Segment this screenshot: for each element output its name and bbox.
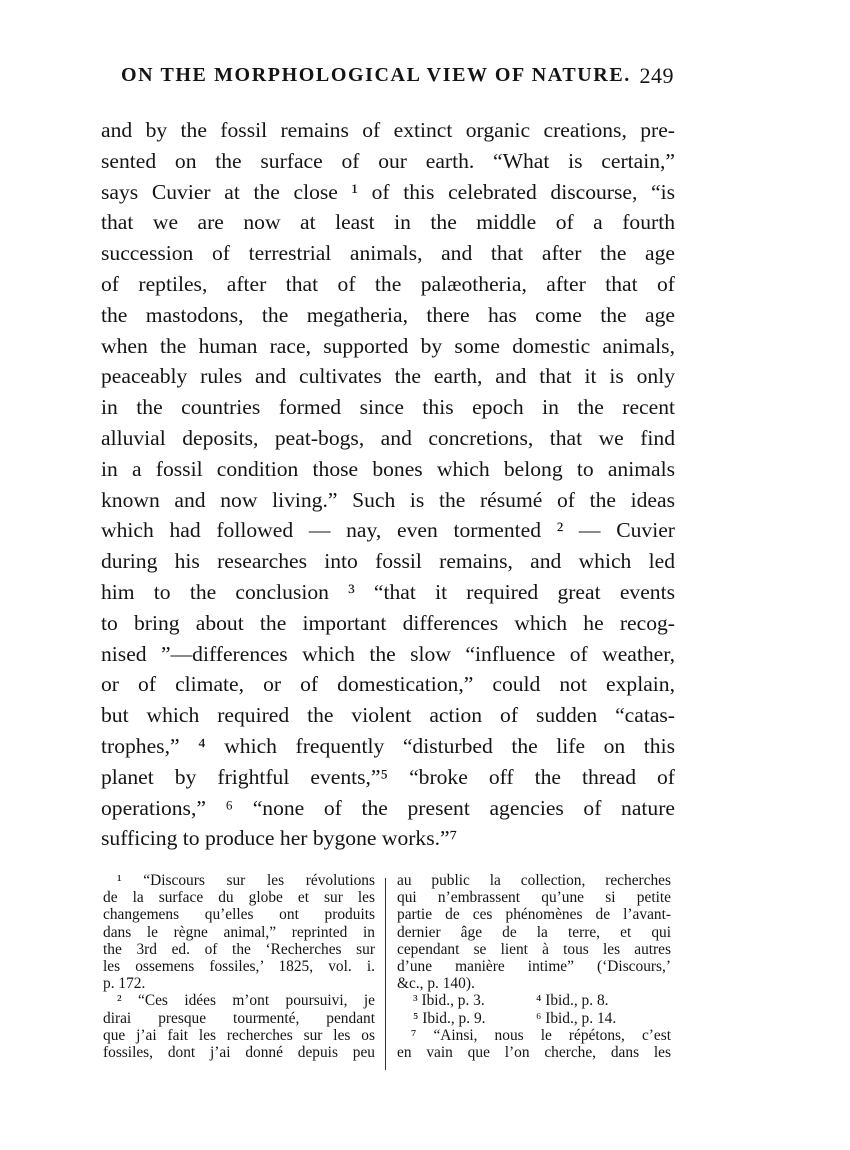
footnote-column-divider [385, 878, 386, 1070]
footnotes-right-column [397, 872, 671, 1061]
body-line: alluvial deposits, peat-bogs, and concretions, that we find [101, 425, 675, 450]
body-line: and by the fossil remains of extinct organic creations, pre- [101, 118, 675, 142]
footnote-ibid: ⁴ Ibid., p. 8. [536, 992, 609, 1010]
body-line: in a fossil condition those bones which belong to animals [101, 456, 675, 481]
footnote-line: d’une manière intime” (‘Discours,’ [397, 957, 671, 975]
body-line: in the countries formed since this epoch in the recent [101, 395, 675, 420]
footnote-line: the 3rd ed. of the ‘Recherches sur [103, 940, 375, 958]
footnote-line: ⁷ “Ainsi, nous le répétons, c’est [411, 1026, 671, 1044]
running-title: ON THE MORPHOLOGICAL VIEW OF NATURE. [121, 64, 631, 86]
footnote-line: ² “Ces idées m’ont poursuivi, je [117, 992, 375, 1010]
footnote-ibid: ³ Ibid., p. 3. [413, 992, 485, 1010]
body-text [101, 115, 675, 854]
footnote-line: que j’ai fait les recherches sur les os [103, 1026, 375, 1044]
body-line: which had followed — nay, even tormented ² — Cuvier [101, 518, 675, 543]
body-line: known and now living.” Such is the résumé of the ideas [101, 487, 675, 512]
footnote-line: en vain que l’on cherche, dans les [397, 1043, 671, 1061]
footnote-line: changemens qu’elles ont produits [103, 906, 375, 924]
footnote-line: dans le règne animal,” reprinted in [103, 923, 375, 941]
page-number: 249 [639, 63, 674, 88]
body-line: sented on the surface of our earth. “What is certain,” [101, 148, 675, 173]
body-line: sufficing to produce her bygone works.”⁷ [101, 826, 458, 851]
body-line: or of climate, or of domestication,” could not explain, [101, 672, 675, 697]
body-line: nised ”—differences which the slow “influence of weather, [101, 641, 675, 666]
footnotes-left-column [103, 872, 375, 1061]
running-head [121, 64, 674, 87]
body-line: during his researches into fossil remains, and which led [101, 549, 675, 574]
footnote-line: fossiles, dont j’ai donné depuis peu [103, 1043, 375, 1061]
body-line: of reptiles, after that of the palæotheria, after that of [101, 271, 675, 296]
footnote-line: p. 172. [103, 975, 146, 993]
body-line: him to the conclusion ³ “that it required great events [101, 579, 675, 604]
footnote-line: dirai presque tourmenté, pendant [103, 1009, 375, 1027]
footnote-line: qui n’embrassent qu’une si petite [397, 889, 671, 907]
body-line: the mastodons, the megatheria, there has come the age [101, 302, 675, 327]
body-line: says Cuvier at the close ¹ of this celebrated discourse, “is [101, 179, 675, 204]
body-line: to bring about the important differences which he recog- [101, 610, 675, 635]
body-line: succession of terrestrial animals, and that after the age [101, 241, 675, 266]
body-line: that we are now at least in the middle of a fourth [101, 210, 675, 235]
footnote-line: dernier âge de la terre, et qui [397, 923, 671, 941]
footnote-ibid: ⁵ Ibid., p. 9. [413, 1009, 486, 1027]
footnote-line: ¹ “Discours sur les révolutions [117, 872, 375, 889]
body-line: peaceably rules and cultivates the earth, and that it is only [101, 364, 675, 389]
footnote-line: au public la collection, recherches [397, 872, 671, 889]
footnote-pair [397, 1010, 671, 1027]
footnote-line: cependant se lient à tous les autres [397, 940, 671, 958]
footnote-line: de la surface du globe et sur les [103, 889, 375, 907]
footnote-line: &c., p. 140). [397, 975, 475, 993]
body-line: operations,” ⁶ “none of the present agencies of nature [101, 795, 675, 820]
body-line: trophes,” ⁴ which frequently “disturbed the life on this [101, 733, 675, 758]
body-line: planet by frightful events,”⁵ “broke off the thread of [101, 764, 675, 789]
body-line: but which required the violent action of sudden “catas- [101, 703, 675, 728]
body-line: when the human race, supported by some domestic animals, [101, 333, 675, 358]
footnote-ibid: ⁶ Ibid., p. 14. [536, 1009, 617, 1027]
footnote-line: les ossemens fossiles,’ 1825, vol. i. [103, 957, 375, 975]
footnote-pair [397, 992, 671, 1009]
footnote-line: partie de ces phénomènes de l’avant- [397, 906, 671, 924]
